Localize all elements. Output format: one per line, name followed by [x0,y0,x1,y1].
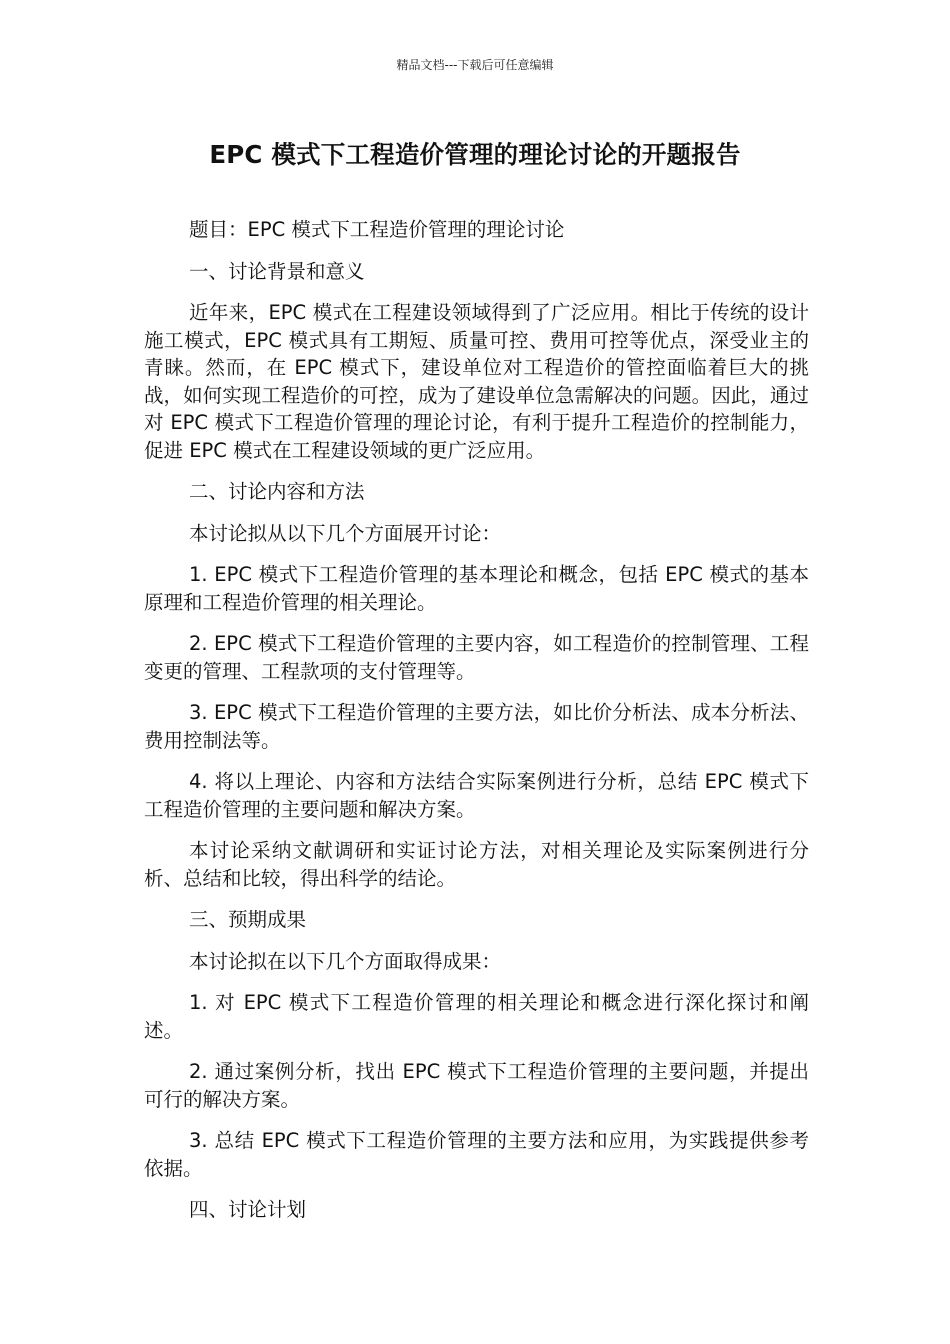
results-list-item: 1. 对 EPC 模式下工程造价管理的相关理论和概念进行深化探讨和阐述。 [144,991,809,1042]
document-title: EPC 模式下工程造价管理的理论讨论的开题报告 [209,140,741,169]
content-list-item: 2. EPC 模式下工程造价管理的主要内容，如工程造价的控制管理、工程变更的管理、工程款项的支付管理等。 [144,632,809,683]
section-heading-expected-results: 三、预期成果 [189,908,307,931]
section-method-paragraph: 本讨论采纳文献调研和实证讨论方法，对相关理论及实际案例进行分析、总结和比较，得出科学的结论。 [144,839,809,890]
section-heading-plan: 四、讨论计划 [189,1198,307,1221]
section-heading-background: 一、讨论背景和意义 [189,259,365,283]
section-heading-content-method: 二、讨论内容和方法 [189,480,365,503]
content-list-item: 4. 将以上理论、内容和方法结合实际案例进行分析，总结 EPC 模式下工程造价管理的主要问题和解决方案。 [144,770,809,821]
section-background-paragraph: 近年来，EPC 模式在工程建设领域得到了广泛应用。相比于传统的设计施工模式，EPC 模式具有工期短、质量可控、费用可控等优点，深受业主的青睐。然而，在 EPC 模式下，建设单位对工程造价的管控面临着巨大的挑战，如何实现工程造价的可控，成为了建设单位急需解决的问题。因此，通过对 EPC 模式下工程造价管理的理论讨论，有利于提升工程造价的控制能力，促进 EPC 模式在工程建设领域的更广泛应用。 [144,301,809,462]
results-list-item: 2. 通过案例分析，找出 EPC 模式下工程造价管理的主要问题，并提出可行的解决方案。 [144,1060,809,1111]
document-body [144,216,809,1238]
content-list-item: 1. EPC 模式下工程造价管理的基本理论和概念，包括 EPC 模式的基本原理和工程造价管理的相关理论。 [144,563,809,614]
section-results-intro: 本讨论拟在以下几个方面取得成果： [189,949,502,973]
page-header-watermark: 精品文档---下载后可任意编辑 [396,58,554,72]
section-content-intro: 本讨论拟从以下几个方面展开讨论： [189,521,502,545]
results-list-item: 3. 总结 EPC 模式下工程造价管理的主要方法和应用，为实践提供参考依据。 [144,1129,809,1180]
content-list-item: 3. EPC 模式下工程造价管理的主要方法，如比价分析法、成本分析法、费用控制法等。 [144,701,809,752]
subject-line: 题目：EPC 模式下工程造价管理的理论讨论 [189,218,565,241]
